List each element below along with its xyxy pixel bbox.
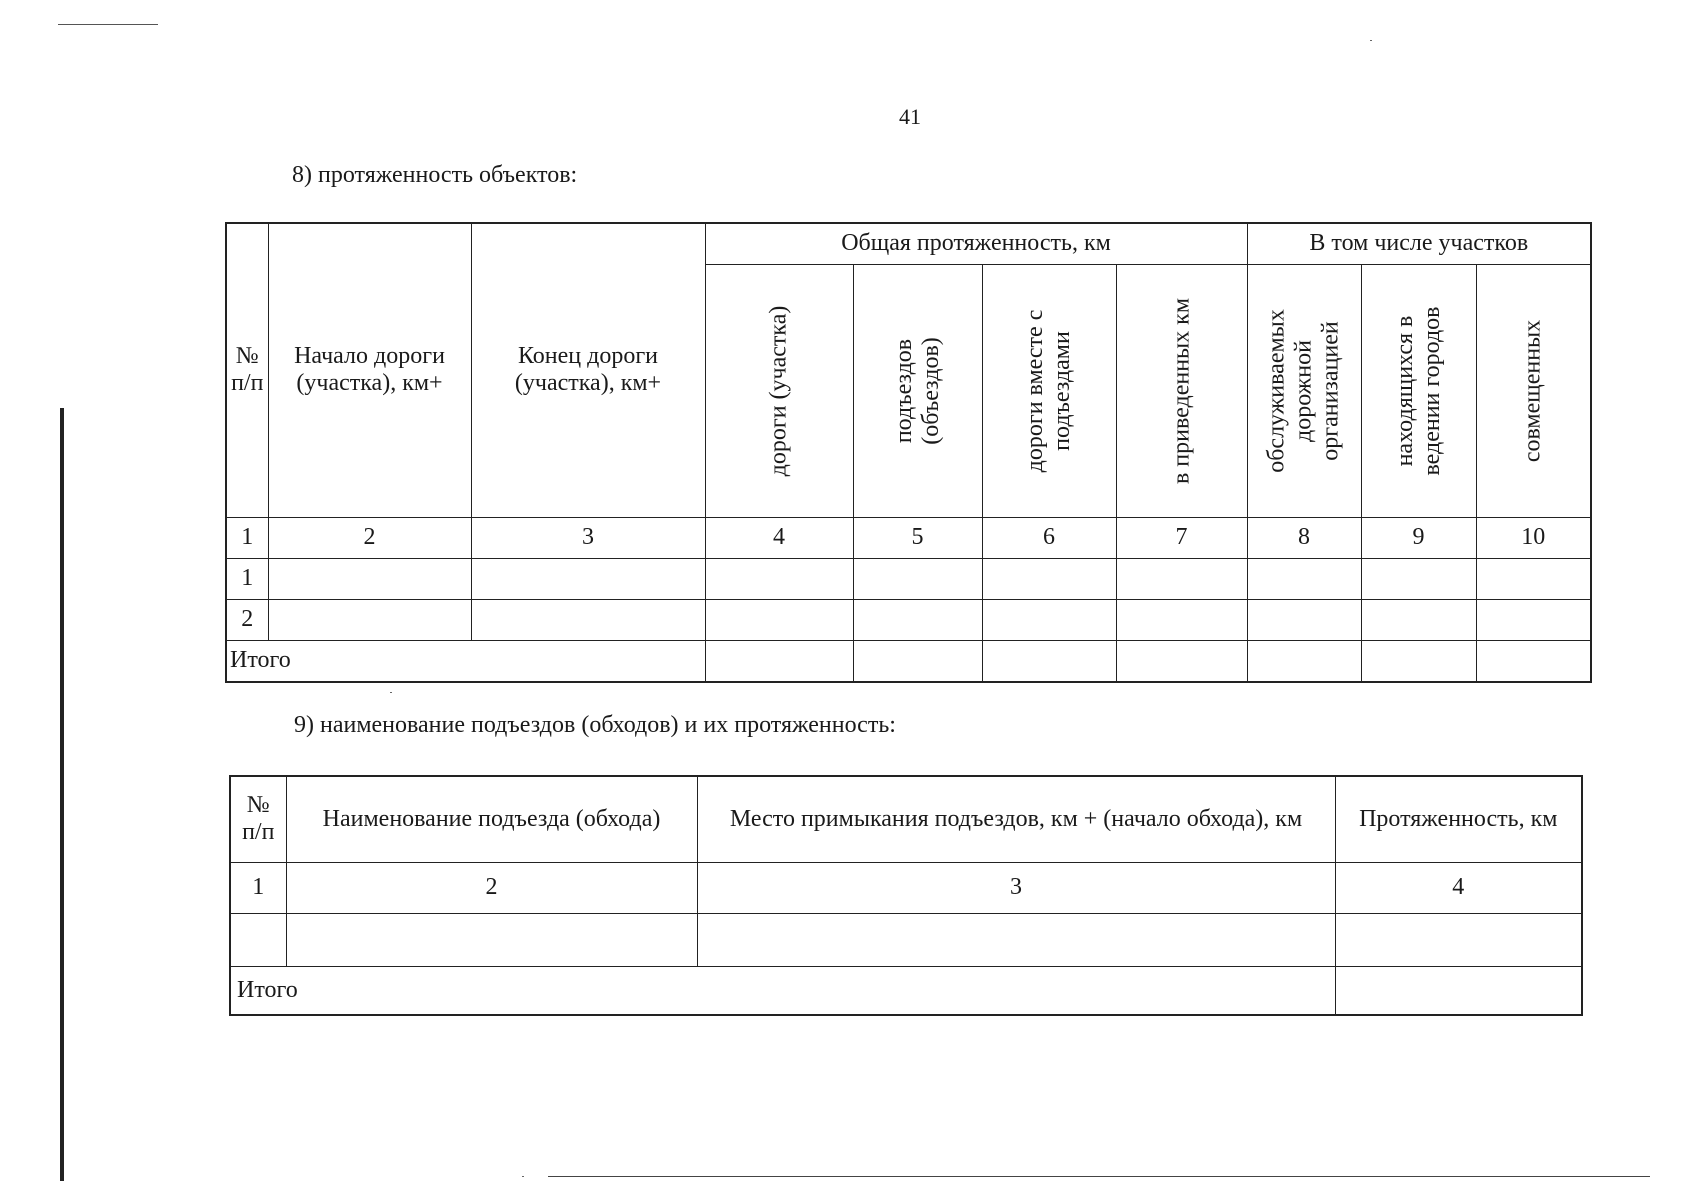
column-number: 9: [1361, 517, 1476, 558]
total-row: [230, 966, 1582, 1015]
table-cell: [471, 599, 705, 640]
header-row-number: № п/п: [226, 223, 268, 517]
table-cell: [982, 599, 1116, 640]
table-cell: [1476, 640, 1591, 682]
table-row: [226, 558, 1591, 599]
column-number: 4: [705, 517, 853, 558]
table-cell: [1247, 640, 1361, 682]
section-8-heading: 8) протяженность объектов:: [292, 162, 578, 188]
column-number: 6: [982, 517, 1116, 558]
column-number: 2: [286, 862, 697, 913]
header-col-combined: совмещенных: [1476, 264, 1591, 517]
column-number: 3: [697, 862, 1335, 913]
table-cell: [268, 558, 471, 599]
table-cell: [1335, 966, 1582, 1015]
header-col-road-with-approaches: дороги вместе с подъездами: [982, 264, 1116, 517]
table-cell: [1116, 558, 1247, 599]
table-cell: [853, 558, 982, 599]
table-cell: [1476, 599, 1591, 640]
table-cell: [1361, 640, 1476, 682]
scan-artifact-dot: [390, 692, 392, 693]
column-number: 1: [226, 517, 268, 558]
table-cell: [1247, 558, 1361, 599]
row-number: 1: [226, 558, 268, 599]
table-cell: [982, 640, 1116, 682]
table-cell: [705, 640, 853, 682]
column-number: 1: [230, 862, 286, 913]
table-cell: [471, 558, 705, 599]
scan-artifact-binding-edge: [60, 408, 64, 1181]
header-group-total-length: Общая протяженность, км: [705, 223, 1247, 264]
row-number: 2: [226, 599, 268, 640]
column-number: 8: [1247, 517, 1361, 558]
table-cell: [853, 640, 982, 682]
scan-artifact-line: [58, 24, 158, 25]
column-numbers-row: [226, 517, 1591, 558]
column-number: 5: [853, 517, 982, 558]
header-col-approaches: подъездов (объездов): [853, 264, 982, 517]
table-cell: [1361, 558, 1476, 599]
header-col-city-managed: находящихся в ведении городов: [1361, 264, 1476, 517]
header-length: Протяженность, км: [1335, 776, 1582, 862]
table-row: [226, 599, 1591, 640]
scan-artifact-dot: [1370, 40, 1372, 41]
header-group-including-sections: В том числе участков: [1247, 223, 1591, 264]
table-cell: [1116, 640, 1247, 682]
column-number: 10: [1476, 517, 1591, 558]
header-row-number: № п/п: [230, 776, 286, 862]
column-numbers-row: [230, 862, 1582, 913]
total-label: Итого: [230, 966, 1335, 1015]
table-cell: [697, 913, 1335, 966]
table-cell: [1247, 599, 1361, 640]
scan-artifact-line: [548, 1176, 1650, 1177]
scan-artifact-dot: [522, 1176, 524, 1177]
column-number: 7: [1116, 517, 1247, 558]
header-col-reduced-km: в приведенных км: [1116, 264, 1247, 517]
column-number: 3: [471, 517, 705, 558]
header-junction-place: Место примыкания подъездов, км + (начало обхода), км: [697, 776, 1335, 862]
table-cell: [853, 599, 982, 640]
table-cell: [268, 599, 471, 640]
total-row: [226, 640, 1591, 682]
table-cell: [1361, 599, 1476, 640]
header-road-start: Начало дороги (участка), км+: [268, 223, 471, 517]
column-number: 2: [268, 517, 471, 558]
table-cell: [230, 913, 286, 966]
table-cell: [982, 558, 1116, 599]
header-col-road: дороги (участка): [705, 264, 853, 517]
page-number: 41: [899, 104, 921, 129]
section-9-heading: 9) наименование подъездов (обходов) и их протяженность:: [294, 712, 896, 738]
table-row: [230, 913, 1582, 966]
objects-length-table: [225, 222, 1592, 683]
approaches-table: [229, 775, 1583, 1016]
table-cell: [1335, 913, 1582, 966]
table-cell: [286, 913, 697, 966]
total-label: Итого: [226, 640, 705, 682]
table-cell: [1476, 558, 1591, 599]
column-number: 4: [1335, 862, 1582, 913]
header-approach-name: Наименование подъезда (обхода): [286, 776, 697, 862]
table-cell: [705, 558, 853, 599]
table-cell: [1116, 599, 1247, 640]
header-col-served-by-road-org: обслуживаемых дорожной организацией: [1247, 264, 1361, 517]
table-cell: [705, 599, 853, 640]
header-road-end: Конец дороги (участка), км+: [471, 223, 705, 517]
